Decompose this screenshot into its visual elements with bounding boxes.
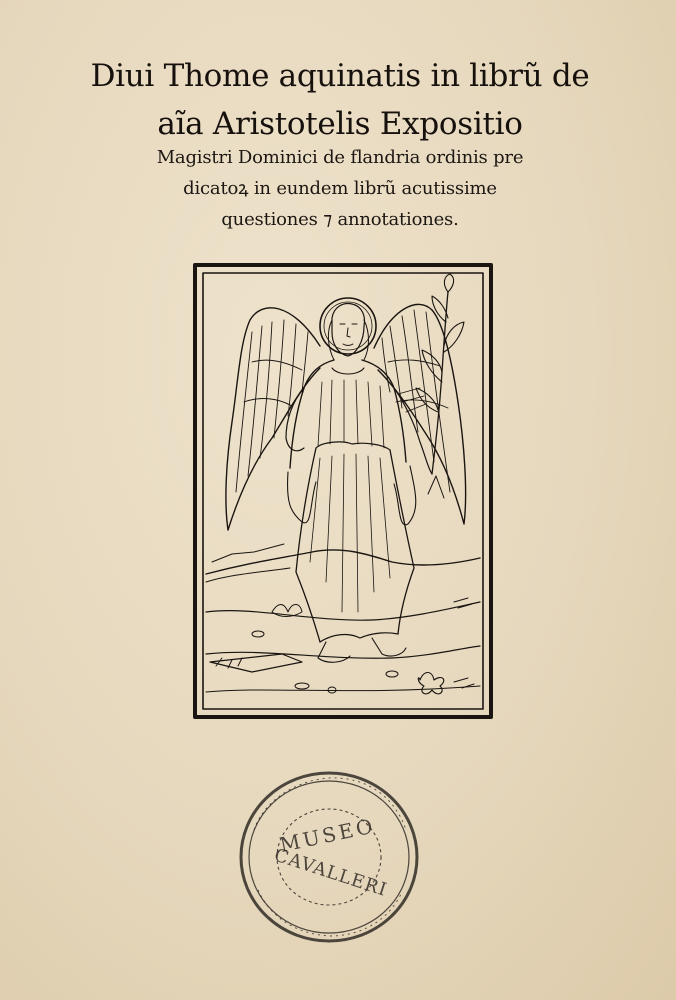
subtitle-line-3: questiones ⁊ annotationes. [221,209,459,230]
subtitle-line-1: Magistri Dominici de flandria ordinis pre [156,147,524,168]
title-line-1: Diui Thome aquinatis in librũ de [90,58,590,94]
museum-stamp [232,760,426,954]
stamp-center-text: CAVALLERI [271,844,390,901]
angel-woodcut-illustration [192,262,494,720]
book-subtitle [60,142,620,235]
stamp-ring-text: MUSEO [277,813,378,857]
subtitle-line-2: dicatoꝝ in eundem librũ acutissime [183,178,497,199]
title-line-2: aĩa Aristotelis Expositio [157,106,523,142]
book-title [40,52,640,148]
